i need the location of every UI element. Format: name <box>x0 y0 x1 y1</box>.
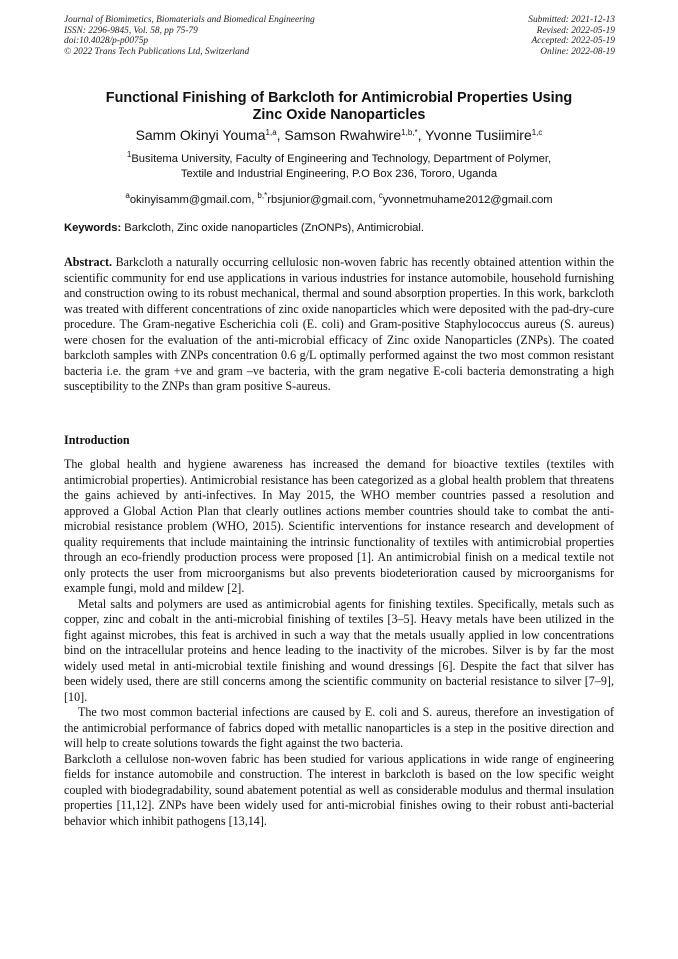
keywords-label: Keywords: <box>64 222 122 234</box>
paragraph: Barkcloth a cellulose non-woven fabric has been studied for various applications in wide range of engineering fields for instance automobile and construction. The interest in barkcloth is based on the low specific weight coupled with biodegradability, sound abatement potential as well as considerable modulus and thermal insulation properties [11,12]. ZNPs have been widely used for anti-microbial finishes owing to their robust anti-bacterial behavior which inhibit pathogens [13,14]. <box>64 751 614 828</box>
author-separator: , <box>276 127 285 143</box>
author-sup: 1,c <box>531 128 543 137</box>
paragraph: Metal salts and polymers are used as antimicrobial agents for finishing textiles. Specifically, metals such as copper, zinc and cobalt in the anti-microbial finishing of textiles [3–5]. Heavy metals have been utilized in the fight against microbes, this feat is archived in such a way that the metals usually applied in low concentrations bind on the intracellular proteins and hence leading to the inactivity of the microbes. Silver is by far the most widely used metal in anti-microbial textile finishing and wound dressings [6]. Despite the fact that silver has been widely used, there are still concerns among the scientific community on bacterial resistance to silver [7–9],[10]. <box>64 596 614 704</box>
email-sup: c <box>378 191 383 200</box>
affiliation-sup: 1 <box>126 150 132 159</box>
author-sup: 1,a <box>265 128 277 137</box>
author-name: Samson Rwahwire <box>284 127 402 143</box>
journal-header <box>64 15 424 57</box>
introduction-body <box>64 457 614 829</box>
online-date: Online: 2022-08-19 <box>540 46 615 57</box>
title-line-2: Zinc Oxide Nanoparticles <box>252 107 426 123</box>
author-emails <box>64 193 614 207</box>
email-link[interactable]: yvonnetmuhame2012@gmail.com <box>382 194 553 206</box>
keywords-text: Barkcloth, Zinc oxide nanoparticles (ZnONPs), Antimicrobial. <box>121 222 425 234</box>
affiliation-line-1: Busitema University, Faculty of Engineering and Technology, Department of Polymer, <box>131 153 552 165</box>
section-heading-introduction: Introduction <box>64 433 130 447</box>
abstract <box>64 255 614 395</box>
accepted-date: Accepted: 2022-05-19 <box>531 36 615 47</box>
author-list <box>64 127 614 144</box>
author-name: Yvonne Tusiimire <box>425 127 532 143</box>
abstract-label: Abstract. <box>64 255 113 269</box>
affiliation <box>80 152 598 182</box>
author-sup: 1,b,* <box>401 128 418 137</box>
author-separator: , <box>417 127 426 143</box>
abstract-text: Barkcloth a naturally occurring cellulosic non-woven fabric has recently obtained attention within the scientific community for end use applications in various industries for instance automobile, household furnishing and construction owing to its robust mechanical, thermal and sound absorption properties. In this work, barkcloth was treated with different concentrations of zinc oxide nanoparticles which were deposited with the pad-dry-cure procedure. The Gram-negative Escherichia coli (E. coli) and Gram-positive Staphylococcus aureus (S. aureus) were chosen for the evaluation of the anti-microbial efficacy of Zinc oxide Nanoparticles (ZNPs). The coated barkcloth samples with ZNPs concentration 0.6 g/L optimally performed against the two most common resistant bacteria i.e. the gram +ve and gram –ve bacteria, with the gram negative E-coli bacteria demonstrating a high susceptibility to the ZNPs than gram positive S-aureus. <box>64 255 614 393</box>
author-name: Samm Okinyi Youma <box>135 127 266 143</box>
paragraph: The two most common bacterial infections are caused by E. coli and S. aureus, therefore an investigation of the antimicrobial performance of fabrics doped with metallic nanoparticles is a step in the positive direction and will help to create solutions towards the fight against the two bacteria. <box>64 705 614 750</box>
dates-header <box>395 15 615 57</box>
paper-title <box>64 90 614 124</box>
paragraph: The global health and hygiene awareness has increased the demand for bioactive textiles (textiles with antimicrobial properties). Antimicrobial resistance has been categorized as a global health problem that threatens the gains achieved by anti-infectives. In May 2015, the WHO member countries passed a resolution and approved a Global Action Plan that clearly outlines actions member countries should take to combat the anti-microbial resistance problem (WHO, 2015). Scientific interventions for instance research and development of quality requirements that include maintaining the intrinsic functionality of textiles with antimicrobial properties through an eco-friendly production process were proposed [1]. An antimicrobial finish on a medical textile not only protects the user from microorganisms but also prevents biodeterioration caused by microorganisms for example fungi, mold and mildew [2]. <box>64 457 614 595</box>
email-link[interactable]: okinyisamm@gmail.com, <box>129 194 258 206</box>
title-line-1: Functional Finishing of Barkcloth for Antimicrobial Properties Using <box>105 90 573 106</box>
submitted-date: Submitted: 2021-12-13 <box>528 15 615 25</box>
journal-name: Journal of Biomimetics, Biomaterials and Biomedical Engineering <box>64 15 315 25</box>
email-sup: b,* <box>257 191 268 200</box>
affiliation-line-2: Textile and Industrial Engineering, P.O Box 236, Tororo, Uganda <box>180 168 498 180</box>
journal-issn: ISSN: 2296-9845, Vol. 58, pp 75-79 <box>64 25 198 36</box>
revised-date: Revised: 2022-05-19 <box>536 25 615 36</box>
keywords <box>64 221 614 235</box>
journal-copyright: © 2022 Trans Tech Publications Ltd, Switzerland <box>64 46 250 57</box>
email-sup: a <box>125 191 130 200</box>
journal-doi: doi:10.4028/p-p0075p <box>64 36 149 47</box>
email-link[interactable]: rbsjunior@gmail.com, <box>267 194 379 206</box>
